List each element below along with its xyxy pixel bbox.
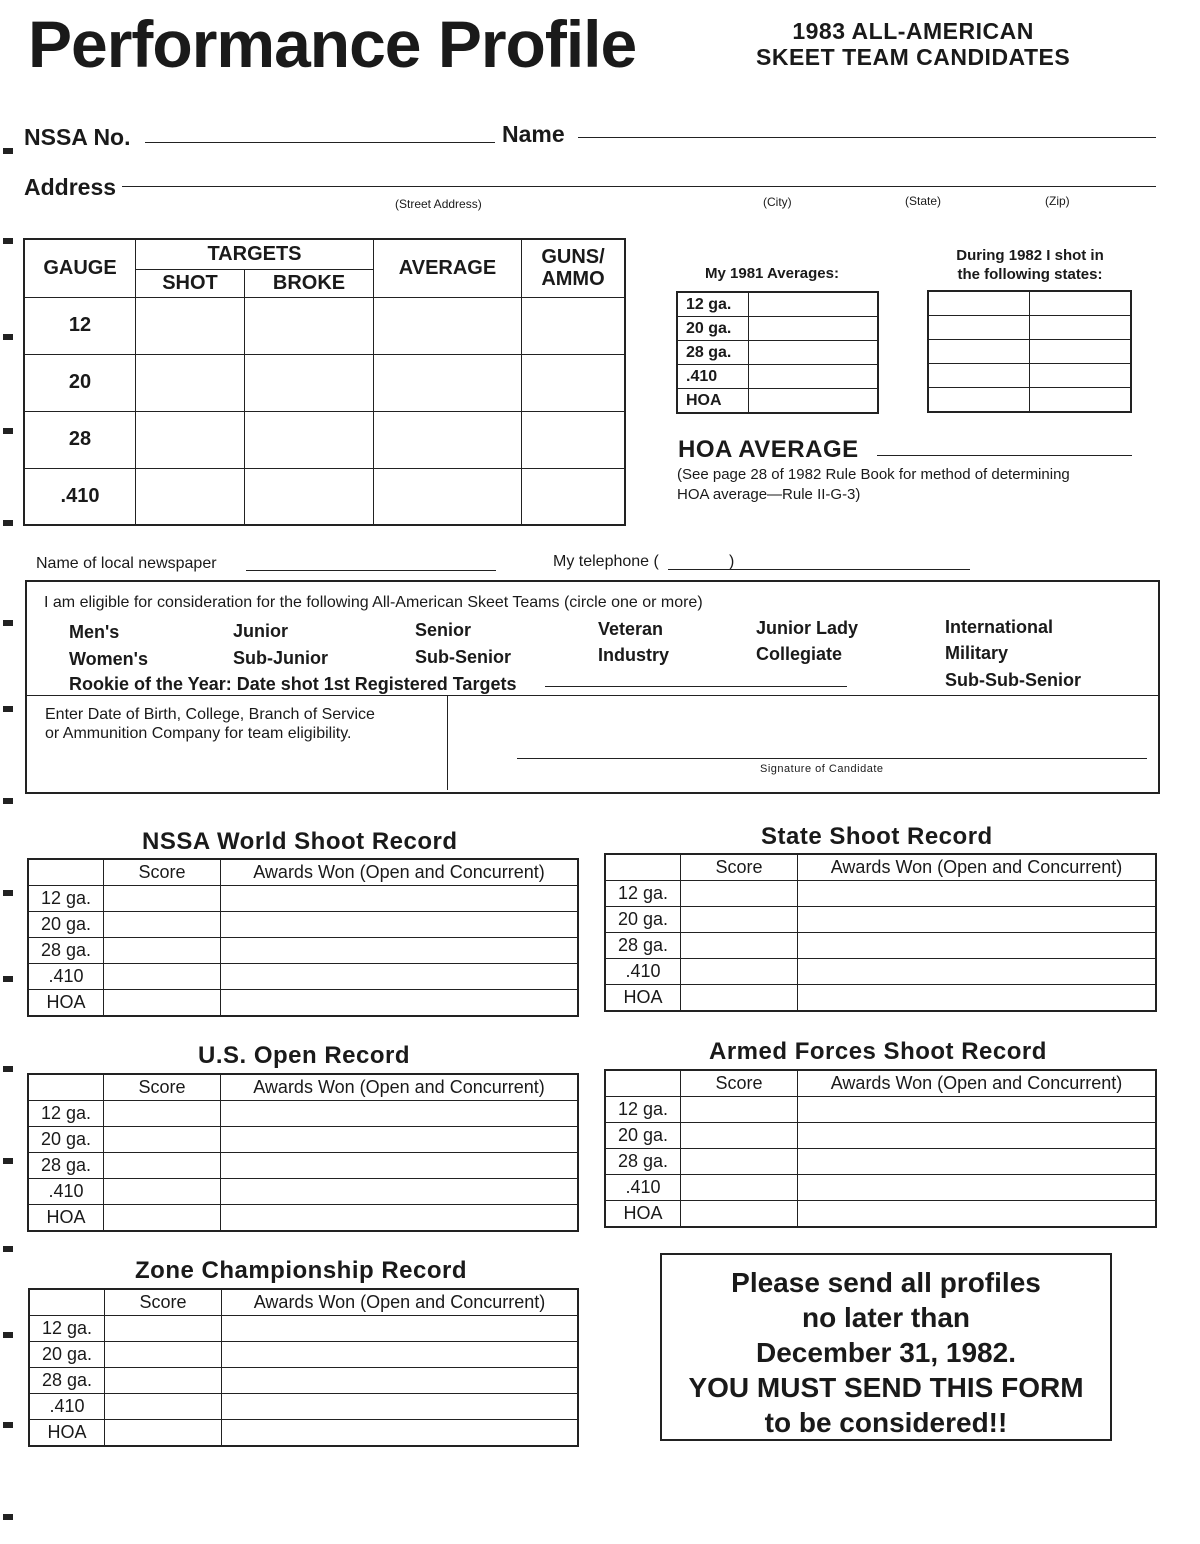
telephone-paren: ): [729, 553, 735, 570]
score-input[interactable]: [105, 1394, 222, 1420]
option-collegiate[interactable]: Collegiate: [756, 644, 843, 664]
average-cell[interactable]: [374, 297, 522, 354]
gauge-label: 12 ga.: [677, 292, 749, 317]
zip-hint: (Zip): [1045, 194, 1070, 208]
option-sub-senior[interactable]: Sub-Senior: [415, 647, 512, 667]
eligibility-box: [25, 580, 1160, 794]
awards-input[interactable]: [221, 938, 579, 964]
state-input[interactable]: [1030, 388, 1132, 413]
score-input[interactable]: [681, 1175, 798, 1201]
deadline-notice: [660, 1253, 1112, 1441]
margin-mark: [3, 1332, 13, 1338]
shot-cell[interactable]: [136, 354, 245, 411]
gauge-label: .410: [28, 1179, 104, 1205]
newspaper-label: Name of local newspaper: [36, 555, 217, 572]
eligibility-divider: [447, 695, 448, 790]
gauge-label: 20 ga.: [605, 907, 681, 933]
score-input[interactable]: [681, 907, 798, 933]
margin-mark: [3, 520, 13, 526]
option-international[interactable]: International: [945, 617, 1054, 637]
score-header: Score: [681, 854, 798, 881]
us-open-table: [27, 1073, 579, 1232]
state-input[interactable]: [1030, 364, 1132, 388]
gauge-label: 20 ga.: [28, 1127, 104, 1153]
score-input[interactable]: [104, 1127, 221, 1153]
awards-input[interactable]: [798, 907, 1157, 933]
hoa-average-label: HOA AVERAGE: [678, 436, 859, 463]
state-input[interactable]: [1030, 316, 1132, 340]
average-cell[interactable]: [374, 354, 522, 411]
blank-header: [28, 1074, 104, 1101]
awards-input[interactable]: [221, 1179, 579, 1205]
nssa-world-title: NSSA World Shoot Record: [142, 828, 458, 855]
margin-mark: [3, 148, 13, 154]
notice-line: no later than: [801, 1302, 970, 1333]
nssa-no-label: NSSA No.: [24, 124, 131, 150]
guns-cell[interactable]: [522, 411, 626, 468]
margin-mark: [3, 334, 13, 340]
telephone-label: My telephone (: [553, 553, 659, 570]
margin-mark: [3, 428, 13, 434]
awards-input[interactable]: [222, 1316, 579, 1342]
targets-header: TARGETS: [136, 239, 374, 269]
average-cell[interactable]: [374, 468, 522, 525]
awards-input[interactable]: [798, 1123, 1157, 1149]
rookie-label: Rookie of the Year: Date shot 1st Registered Targets: [69, 674, 517, 694]
broke-cell[interactable]: [245, 411, 374, 468]
awards-input[interactable]: [798, 933, 1157, 959]
page-subtitle: [756, 18, 1070, 70]
awards-input[interactable]: [222, 1342, 579, 1368]
notice-line: Please send all profiles: [731, 1267, 1041, 1298]
option-junior-lady[interactable]: Junior Lady: [756, 618, 859, 638]
average-cell[interactable]: [374, 411, 522, 468]
gauge-label: 28 ga.: [677, 341, 749, 365]
gauge-label: 12 ga.: [605, 881, 681, 907]
margin-mark: [3, 706, 13, 712]
awards-input[interactable]: [221, 1153, 579, 1179]
broke-cell[interactable]: [245, 354, 374, 411]
gauge-label: HOA: [677, 389, 749, 414]
nssa-no-field[interactable]: [145, 142, 495, 143]
score-input[interactable]: [681, 1201, 798, 1228]
gauge-cell: .410: [24, 468, 136, 525]
margin-mark: [3, 890, 13, 896]
gauge-label: 28 ga.: [28, 938, 104, 964]
averages-1981-table: [676, 291, 879, 414]
awards-input[interactable]: [221, 1101, 579, 1127]
subtitle-line: 1983 ALL-AMERICAN: [792, 18, 1034, 44]
awards-input[interactable]: [798, 881, 1157, 907]
gauge-label: 28 ga.: [605, 1149, 681, 1175]
states-1982-table: [927, 290, 1132, 413]
margin-mark: [3, 1246, 13, 1252]
broke-cell[interactable]: [245, 468, 374, 525]
shot-header: SHOT: [136, 269, 245, 297]
awards-header: Awards Won (Open and Concurrent): [221, 1074, 579, 1101]
awards-input[interactable]: [221, 990, 579, 1017]
guns-ammo-header: [522, 239, 626, 297]
awards-input[interactable]: [222, 1420, 579, 1447]
states-1982-title: [930, 246, 1130, 284]
gauge-label: .410: [677, 365, 749, 389]
margin-mark: [3, 620, 13, 626]
average-input[interactable]: [749, 389, 879, 414]
dob-line: or Ammunition Company for team eligibility.: [45, 725, 352, 742]
gauge-label: HOA: [29, 1420, 105, 1447]
score-input[interactable]: [104, 912, 221, 938]
score-input[interactable]: [105, 1316, 222, 1342]
dob-field[interactable]: [47, 712, 437, 787]
average-input[interactable]: [749, 292, 879, 317]
shot-cell[interactable]: [136, 468, 245, 525]
score-input[interactable]: [681, 959, 798, 985]
option-sub-junior[interactable]: Sub-Junior: [233, 648, 328, 668]
awards-input[interactable]: [221, 886, 579, 912]
blank-header: [605, 854, 681, 881]
blank-header: [29, 1289, 105, 1316]
notice-line: December 31, 1982.: [756, 1337, 1016, 1368]
gauge-label: 12 ga.: [28, 886, 104, 912]
gauge-label: 28 ga.: [28, 1153, 104, 1179]
gauge-label: 20 ga.: [677, 317, 749, 341]
awards-input[interactable]: [798, 1097, 1157, 1123]
option-senior[interactable]: Senior: [415, 620, 472, 640]
state-hint: (State): [905, 194, 942, 208]
guns-cell[interactable]: [522, 297, 626, 354]
awards-input[interactable]: [222, 1394, 579, 1420]
gauge-label: 12 ga.: [29, 1316, 105, 1342]
margin-mark: [3, 798, 13, 804]
gauge-label: 12 ga.: [605, 1097, 681, 1123]
score-input[interactable]: [104, 1101, 221, 1127]
hoa-note-line: (See page 28 of 1982 Rule Book for method of determining: [677, 466, 1070, 483]
option-mens[interactable]: Men's: [69, 622, 120, 642]
score-input[interactable]: [105, 1342, 222, 1368]
gauge-header: GAUGE: [24, 239, 136, 297]
awards-input[interactable]: [798, 959, 1157, 985]
score-input[interactable]: [104, 1153, 221, 1179]
hoa-note-line: HOA average—Rule II-G-3): [677, 486, 861, 503]
average-input[interactable]: [749, 365, 879, 389]
score-input[interactable]: [104, 990, 221, 1017]
option-industry[interactable]: Industry: [598, 645, 670, 665]
score-input[interactable]: [105, 1368, 222, 1394]
margin-mark: [3, 1066, 13, 1072]
newspaper-field[interactable]: [246, 570, 496, 571]
average-input[interactable]: [749, 317, 879, 341]
hoa-note: [677, 465, 1070, 505]
option-womens[interactable]: Women's: [69, 649, 148, 669]
rookie-date-field[interactable]: [545, 686, 847, 687]
notice-line: to be considered!!: [764, 1407, 1008, 1438]
awards-input[interactable]: [221, 912, 579, 938]
score-input[interactable]: [105, 1420, 222, 1447]
state-input[interactable]: [928, 340, 1030, 364]
states-title-line: the following states:: [957, 266, 1103, 283]
margin-mark: [3, 1158, 13, 1164]
score-input[interactable]: [681, 881, 798, 907]
shot-cell[interactable]: [136, 297, 245, 354]
state-input[interactable]: [928, 316, 1030, 340]
eligibility-intro: I am eligible for consideration for the following All-American Skeet Teams (circle one or more): [44, 594, 703, 611]
score-input[interactable]: [104, 1205, 221, 1232]
states-title-line: During 1982 I shot in: [956, 247, 1104, 264]
awards-input[interactable]: [222, 1368, 579, 1394]
awards-input[interactable]: [221, 1205, 579, 1232]
awards-input[interactable]: [798, 1201, 1157, 1228]
broke-header: BROKE: [245, 269, 374, 297]
gauge-label: 28 ga.: [605, 933, 681, 959]
option-veteran[interactable]: Veteran: [598, 619, 664, 639]
gauge-label: HOA: [28, 1205, 104, 1232]
average-header: AVERAGE: [374, 239, 522, 297]
score-header: Score: [104, 1074, 221, 1101]
score-header: Score: [104, 859, 221, 886]
margin-mark: [3, 1514, 13, 1520]
option-sub-sub-senior[interactable]: Sub-Sub-Senior: [945, 670, 1081, 690]
gauge-table: [23, 238, 626, 526]
telephone-field[interactable]: [668, 569, 970, 570]
gauge-label: .410: [29, 1394, 105, 1420]
score-input[interactable]: [681, 1123, 798, 1149]
gauge-label: HOA: [28, 990, 104, 1017]
gauge-cell: 20: [24, 354, 136, 411]
score-input[interactable]: [104, 886, 221, 912]
state-input[interactable]: [928, 388, 1030, 413]
gauge-label: 28 ga.: [29, 1368, 105, 1394]
gauge-label: 20 ga.: [605, 1123, 681, 1149]
name-field[interactable]: [578, 137, 1156, 138]
gauge-cell: 12: [24, 297, 136, 354]
blank-header: [28, 859, 104, 886]
address-field[interactable]: [122, 186, 1156, 187]
city-hint: (City): [763, 195, 792, 209]
margin-mark: [3, 1422, 13, 1428]
awards-input[interactable]: [221, 1127, 579, 1153]
subtitle-line: SKEET TEAM CANDIDATES: [756, 44, 1071, 70]
awards-header: Awards Won (Open and Concurrent): [221, 859, 579, 886]
awards-input[interactable]: [798, 1149, 1157, 1175]
score-input[interactable]: [681, 1149, 798, 1175]
gauge-label: 20 ga.: [29, 1342, 105, 1368]
score-input[interactable]: [104, 1179, 221, 1205]
score-input[interactable]: [681, 985, 798, 1012]
state-record-title: State Shoot Record: [761, 823, 993, 850]
score-input[interactable]: [681, 1097, 798, 1123]
address-label: Address: [24, 174, 117, 200]
blank-header: [605, 1070, 681, 1097]
awards-header: Awards Won (Open and Concurrent): [222, 1289, 579, 1316]
option-military[interactable]: Military: [945, 643, 1009, 663]
score-header: Score: [681, 1070, 798, 1097]
gauge-cell: 28: [24, 411, 136, 468]
gauge-label: HOA: [605, 1201, 681, 1228]
score-input[interactable]: [104, 964, 221, 990]
awards-input[interactable]: [221, 964, 579, 990]
awards-input[interactable]: [798, 1175, 1157, 1201]
gauge-label: .410: [605, 1175, 681, 1201]
state-input[interactable]: [1030, 291, 1132, 316]
gauge-label: HOA: [605, 985, 681, 1012]
gauge-label: 12 ga.: [28, 1101, 104, 1127]
guns-cell[interactable]: [522, 354, 626, 411]
average-input[interactable]: [749, 341, 879, 365]
name-label: Name: [502, 121, 565, 147]
page-title: Performance Profile: [28, 7, 637, 81]
eligibility-divider: [27, 695, 1158, 696]
margin-mark: [3, 976, 13, 982]
option-junior[interactable]: Junior: [233, 621, 289, 641]
state-input[interactable]: [1030, 340, 1132, 364]
guns-label: GUNS/: [541, 246, 605, 269]
margin-mark: [3, 238, 13, 244]
awards-header: Awards Won (Open and Concurrent): [798, 854, 1157, 881]
state-input[interactable]: [928, 291, 1030, 316]
score-input[interactable]: [104, 938, 221, 964]
signature-field[interactable]: [517, 758, 1147, 759]
signature-label: Signature of Candidate: [760, 763, 884, 775]
zone-table: [28, 1288, 579, 1447]
us-open-title: U.S. Open Record: [198, 1042, 411, 1069]
street-hint: (Street Address): [395, 197, 482, 211]
awards-header: Awards Won (Open and Concurrent): [798, 1070, 1157, 1097]
gauge-label: .410: [605, 959, 681, 985]
state-input[interactable]: [928, 364, 1030, 388]
gauge-label: 20 ga.: [28, 912, 104, 938]
ammo-label: AMMO: [541, 268, 605, 291]
averages-1981-title: My 1981 Averages:: [705, 265, 839, 282]
dob-line: Enter Date of Birth, College, Branch of Service: [45, 706, 375, 723]
awards-input[interactable]: [798, 985, 1157, 1012]
guns-cell[interactable]: [522, 468, 626, 525]
score-input[interactable]: [681, 933, 798, 959]
state-record-table: [604, 853, 1157, 1012]
armed-forces-title: Armed Forces Shoot Record: [709, 1038, 1047, 1065]
nssa-world-table: [27, 858, 579, 1017]
armed-forces-table: [604, 1069, 1157, 1228]
zone-title: Zone Championship Record: [135, 1257, 468, 1284]
shot-cell[interactable]: [136, 411, 245, 468]
gauge-label: .410: [28, 964, 104, 990]
notice-line: YOU MUST SEND THIS FORM: [688, 1372, 1084, 1403]
score-header: Score: [105, 1289, 222, 1316]
hoa-average-field[interactable]: [877, 455, 1132, 456]
broke-cell[interactable]: [245, 297, 374, 354]
